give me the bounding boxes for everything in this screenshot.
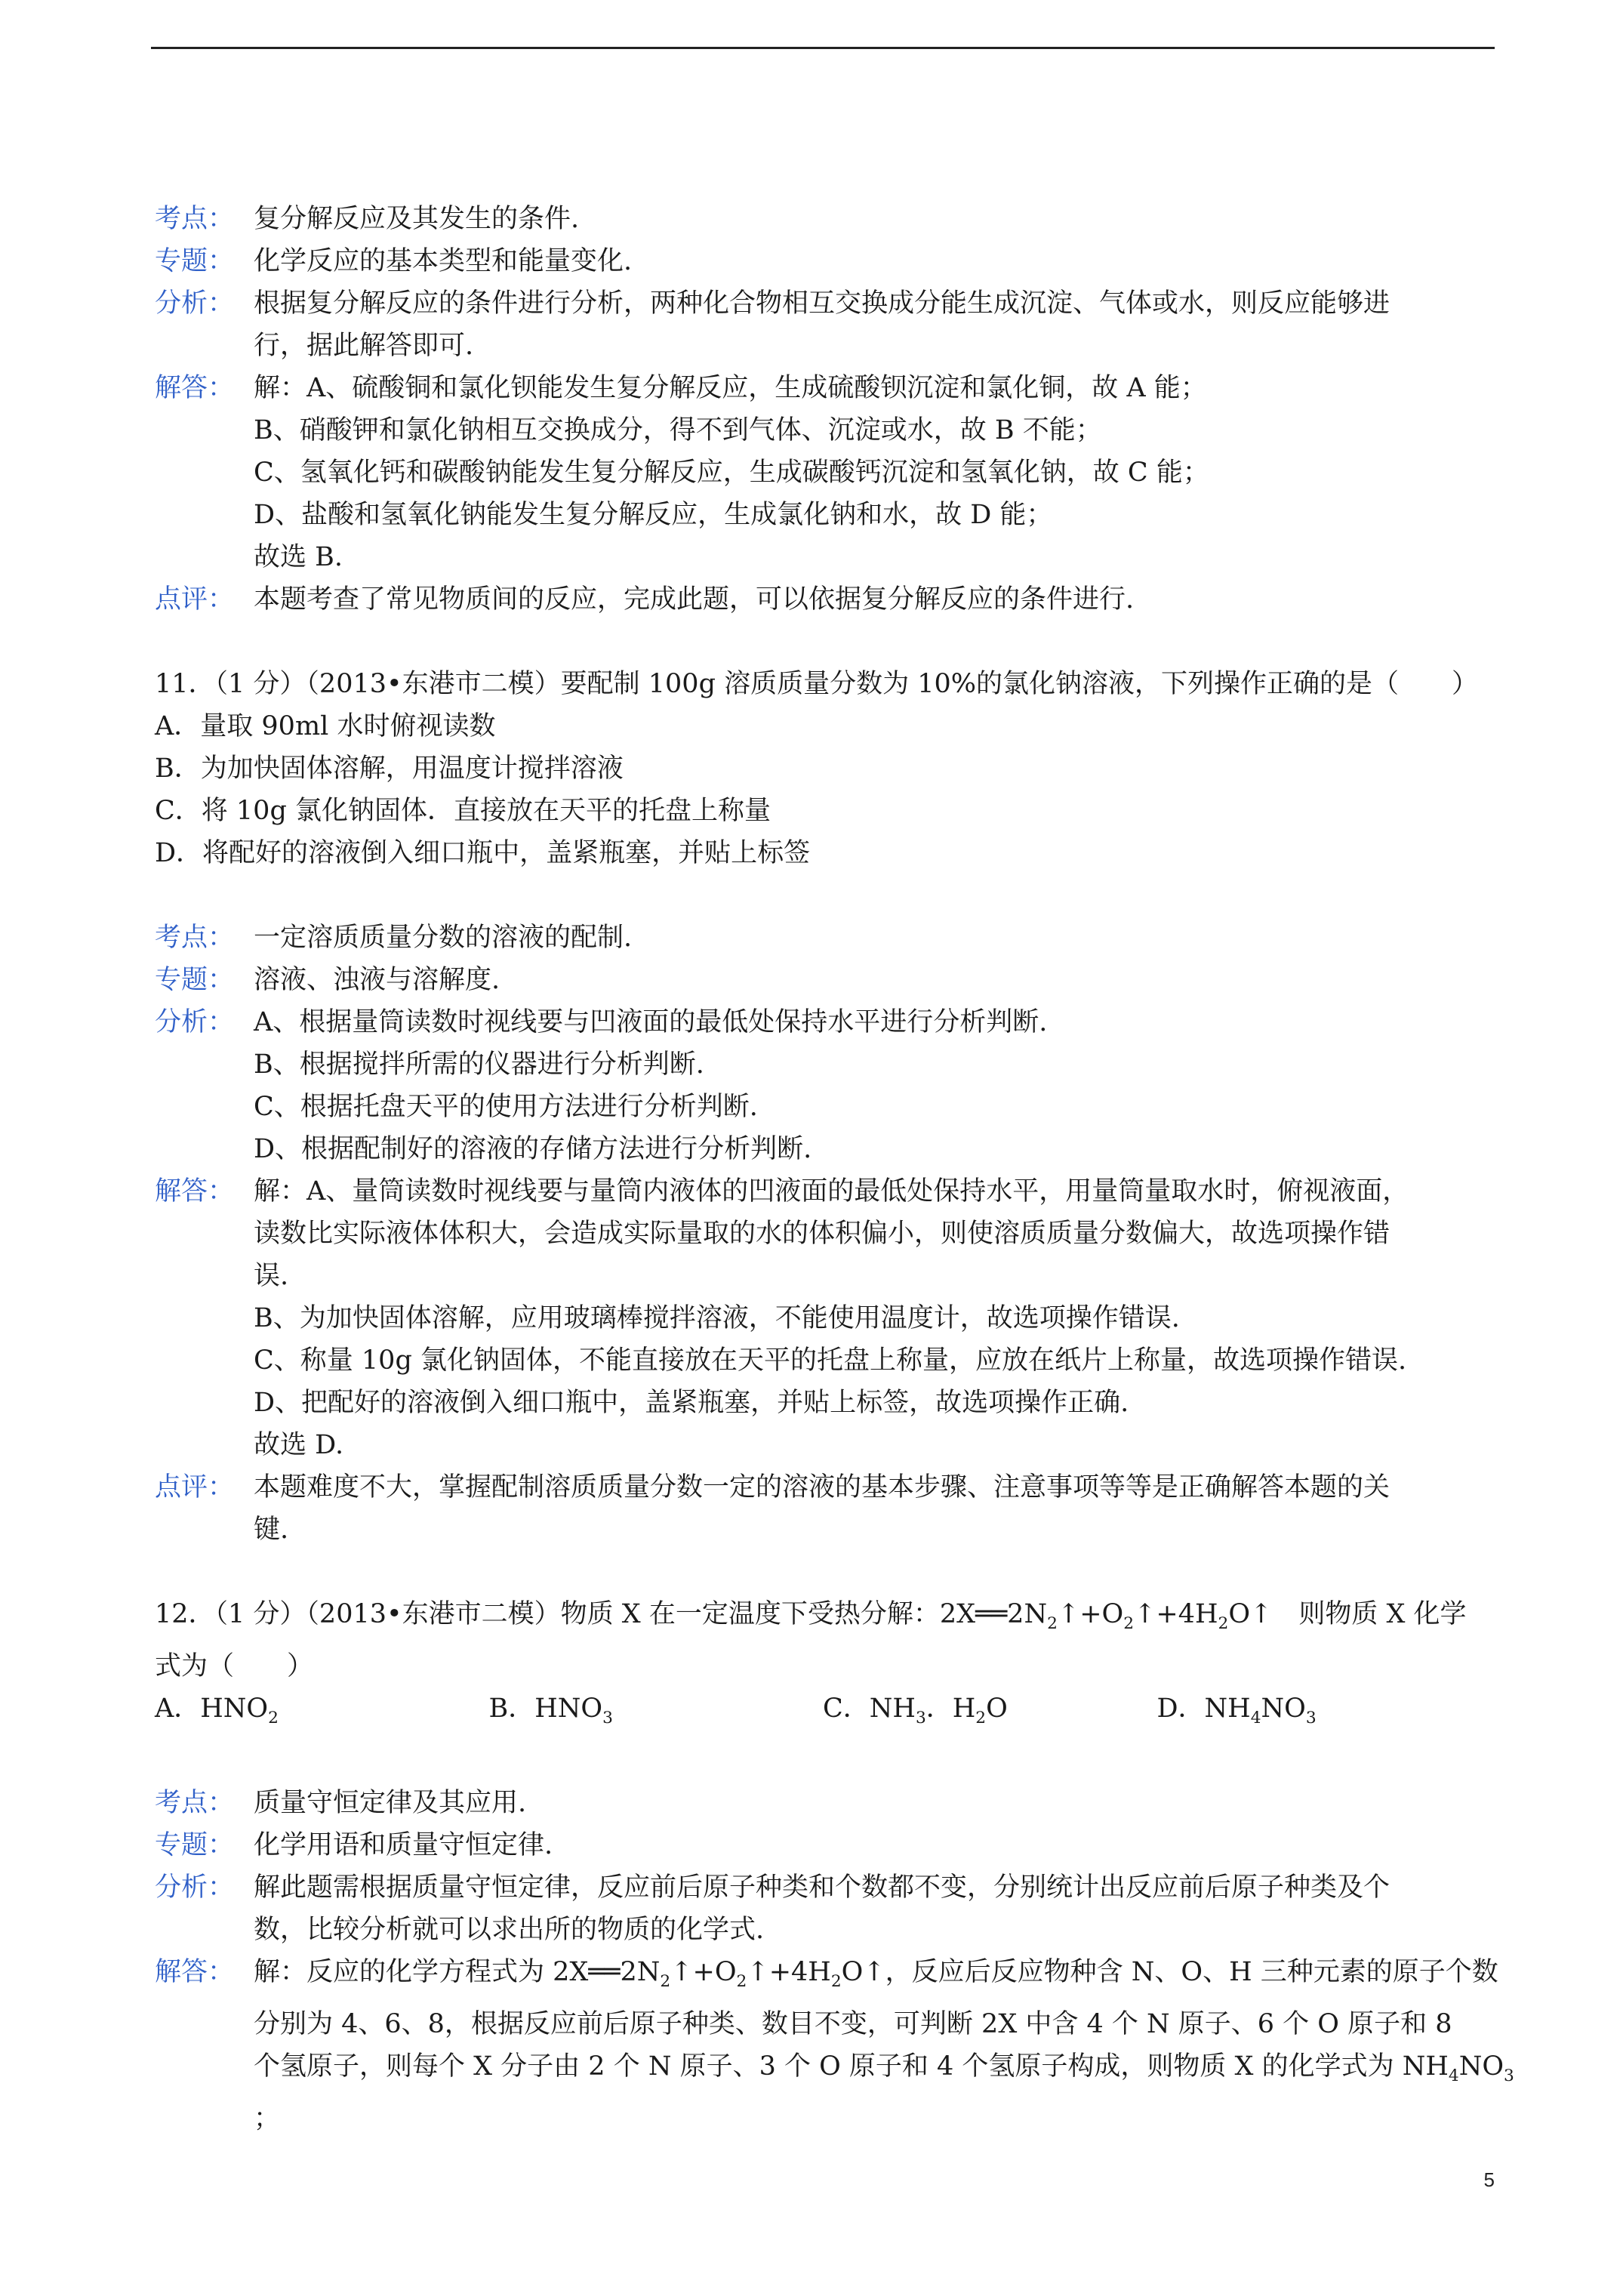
q12-option-d: D．$NH_4NO_3$ bbox=[1156, 1693, 1317, 1727]
jieda-label: 解答： bbox=[155, 373, 235, 403]
q11-option-a: A．量取 90ml 水时俯视读数 bbox=[155, 711, 496, 741]
q11-fenxi-line: C、根据托盘天平的使用方法进行分析判断. bbox=[254, 1092, 758, 1122]
q12-jieda-row bbox=[155, 1951, 1498, 2003]
jieda-label: 解答： bbox=[155, 1957, 235, 1987]
q11-stem: 11．（1 分）（2013•东港市二模）要配制 100g 溶质质量分数为 10%的氯化钠溶液，下列操作正确的是（ ） bbox=[155, 669, 1479, 699]
fenxi-label: 分析： bbox=[155, 288, 235, 319]
q10-zhuanti-text: 化学反应的基本类型和能量变化. bbox=[254, 246, 633, 276]
q10-jieda-line: B、硝酸钾和氯化钠相互交换成分，得不到气体、沉淀或水，故 B 不能； bbox=[254, 415, 1102, 445]
q11-kaodian-row bbox=[155, 917, 1491, 959]
q11-zhuanti-text: 溶液、浊液与溶解度. bbox=[254, 965, 500, 995]
q12-jieda-line: 个氢原子，则每个 X 分子由 2 个 N 原子、3 个 O 原子和 4 个氢原子构成，则物质 X 的化学式为 $NH_4NO_3$ bbox=[254, 2051, 1514, 2085]
gas-arrow-icon: ↑ bbox=[863, 1957, 885, 1987]
formula-part: 2N bbox=[1007, 1599, 1048, 1629]
formula-part: +4H bbox=[1156, 1599, 1218, 1629]
dianping-label: 点评： bbox=[155, 1472, 235, 1502]
q10-jieda-line: D、盐酸和氢氧化钠能发生复分解反应，生成氯化钠和水，故 D 能； bbox=[254, 500, 1053, 530]
gas-arrow-icon: ↑ bbox=[1057, 1599, 1080, 1629]
page-number: 5 bbox=[1483, 2168, 1495, 2191]
q10-fenxi-line: 行，据此解答即可. bbox=[254, 331, 474, 361]
header-rule bbox=[151, 47, 1495, 49]
q10-fenxi-line: 根据复分解反应的条件进行分析，两种化合物相互交换成分能生成沉淀、气体或水，则反应能够进 bbox=[254, 288, 1390, 319]
zhuanti-label: 专题： bbox=[155, 246, 235, 276]
q11-zhuanti-row bbox=[155, 959, 1491, 1001]
q12-stem-line2: 式为（ ） bbox=[155, 1651, 314, 1681]
q12-zhuanti-text: 化学用语和质量守恒定律. bbox=[254, 1830, 553, 1860]
q11-jieda-line: 读数比实际液体体积大，会造成实际量取的水的体积偏小，则使溶质质量分数偏大，故选项操作错 bbox=[254, 1219, 1390, 1249]
q12-jieda-line: ； bbox=[254, 2103, 281, 2134]
zhuanti-label: 专题： bbox=[155, 965, 235, 995]
q12-option-a: A．$HNO_2$ bbox=[155, 1693, 279, 1727]
gas-arrow-icon: ↑ bbox=[670, 1957, 693, 1987]
q12-option-b: B．$HNO_3$ bbox=[488, 1693, 613, 1727]
q11-fenxi-line: B、根据搅拌所需的仪器进行分析判断. bbox=[254, 1049, 704, 1080]
q10-dianping-text: 本题考查了常见物质间的反应，完成此题，可以依据复分解反应的条件进行. bbox=[254, 584, 1135, 615]
subscript: 2 bbox=[1218, 1614, 1229, 1633]
q10-jieda-line: 解：A、硫酸铜和氯化钡能发生复分解反应，生成硫酸钡沉淀和氯化铜，故 A 能； bbox=[254, 373, 1207, 403]
kaodian-label: 考点： bbox=[155, 204, 235, 234]
q12-fenxi-row bbox=[155, 1866, 1491, 1909]
q12-fenxi-line: 数，比较分析就可以求出所的物质的化学式. bbox=[254, 1915, 765, 1945]
q10-kaodian-text: 复分解反应及其发生的条件. bbox=[254, 204, 580, 234]
q11-jieda-row bbox=[155, 1170, 1491, 1213]
q12-stem bbox=[155, 1593, 1491, 1645]
q12-options bbox=[155, 1687, 1491, 1740]
q11-jieda-line: B、为加快固体溶解，应用玻璃棒搅拌溶液，不能使用温度计，故选项操作错误. bbox=[254, 1303, 1180, 1333]
page-content bbox=[155, 198, 1514, 2140]
q11-fenxi-line: D、根据配制好的溶液的存储方法进行分析判断. bbox=[254, 1134, 812, 1164]
q12-kaodian-text: 质量守恒定律及其应用. bbox=[254, 1788, 527, 1818]
q10-kaodian-row bbox=[155, 198, 1491, 240]
subscript: 2 bbox=[1123, 1614, 1135, 1633]
q11-dianping-row bbox=[155, 1466, 1491, 1509]
q12-option-c: C．$NH_3$．$H_2O$ bbox=[823, 1693, 1008, 1727]
kaodian-label: 考点： bbox=[155, 923, 235, 953]
q12-fenxi-line: 解此题需根据质量守恒定律，反应前后原子种类和个数都不变，分别统计出反应前后原子种类及个 bbox=[254, 1872, 1390, 1903]
gas-arrow-icon: ↑ bbox=[1250, 1599, 1273, 1629]
subscript: 2 bbox=[1047, 1614, 1058, 1633]
q11-dianping-line: 本题难度不大，掌握配制溶质质量分数一定的溶液的基本步骤、注意事项等等是正确解答本题的关 bbox=[254, 1472, 1390, 1502]
q12-jieda-line: 分别为 4、6、8，根据反应前后原子种类、数目不变，可判断 2X 中含 4 个 N 原子、6 个 O 原子和 8 bbox=[254, 2009, 1452, 2039]
q10-jieda-line: 故选 B. bbox=[254, 542, 343, 572]
fenxi-label: 分析： bbox=[155, 1007, 235, 1037]
q10-zhuanti-row bbox=[155, 240, 1491, 282]
q11-jieda-line: D、把配好的溶液倒入细口瓶中，盖紧瓶塞，并贴上标签，故选项操作正确. bbox=[254, 1388, 1129, 1418]
q12-zhuanti-row bbox=[155, 1824, 1491, 1866]
formula-part: +O bbox=[1079, 1599, 1124, 1629]
q11-kaodian-text: 一定溶质质量分数的溶液的配制. bbox=[254, 923, 633, 953]
formula-part: O bbox=[1228, 1599, 1251, 1629]
q10-jieda-line: C、氢氧化钙和碳酸钠能发生复分解反应，生成碳酸钙沉淀和氢氧化钠，故 C 能； bbox=[254, 458, 1209, 488]
q11-option-b: B．为加快固体溶解，用温度计搅拌溶液 bbox=[155, 754, 624, 784]
kaodian-label: 考点： bbox=[155, 1788, 235, 1818]
q10-fenxi-row bbox=[155, 282, 1491, 325]
equals-sign: ══ bbox=[975, 1599, 1008, 1629]
q10-jieda-row bbox=[155, 367, 1491, 409]
q11-jieda-line: 误. bbox=[254, 1261, 289, 1291]
gas-arrow-icon: ↑ bbox=[747, 1957, 769, 1987]
q11-jieda-line: 解：A、量筒读数时视线要与量筒内液体的凹液面的最低处保持水平，用量筒量取水时，俯视液面， bbox=[254, 1176, 1409, 1207]
q12-stem-text: 12．（1 分）（2013•东港市二模）物质 X 在一定温度下受热分解：2X bbox=[155, 1599, 976, 1629]
q11-jieda-line: C、称量 10g 氯化钠固体，不能直接放在天平的托盘上称量，应放在纸片上称量，故选项操作错误. bbox=[254, 1345, 1407, 1376]
q12-jieda-line: 解：反应的化学方程式为 $2X══2N_2↑+O_2↑+4H_2O↑$，反应后反应物种含 N、O、H 三种元素的原子个数 bbox=[254, 1957, 1498, 1991]
q11-dianping-line: 键. bbox=[254, 1515, 289, 1545]
fenxi-label: 分析： bbox=[155, 1872, 235, 1903]
q12-stem-text: 则物质 X 化学 bbox=[1272, 1599, 1467, 1629]
zhuanti-label: 专题： bbox=[155, 1830, 235, 1860]
q11-option-d: D．将配好的溶液倒入细口瓶中，盖紧瓶塞，并贴上标签 bbox=[155, 838, 811, 868]
q11-fenxi-row bbox=[155, 1001, 1491, 1043]
equals-sign: ══ bbox=[588, 1957, 621, 1987]
q11-option-c: C．将 10g 氯化钠固体．直接放在天平的托盘上称量 bbox=[155, 796, 771, 826]
dianping-label: 点评： bbox=[155, 584, 235, 615]
q11-jieda-line: 故选 D. bbox=[254, 1430, 344, 1460]
q10-dianping-row bbox=[155, 578, 1491, 621]
jieda-label: 解答： bbox=[155, 1176, 235, 1207]
q12-kaodian-row bbox=[155, 1782, 1491, 1824]
gas-arrow-icon: ↑ bbox=[1134, 1599, 1156, 1629]
q11-fenxi-line: A、根据量筒读数时视线要与凹液面的最低处保持水平进行分析判断. bbox=[254, 1007, 1048, 1037]
